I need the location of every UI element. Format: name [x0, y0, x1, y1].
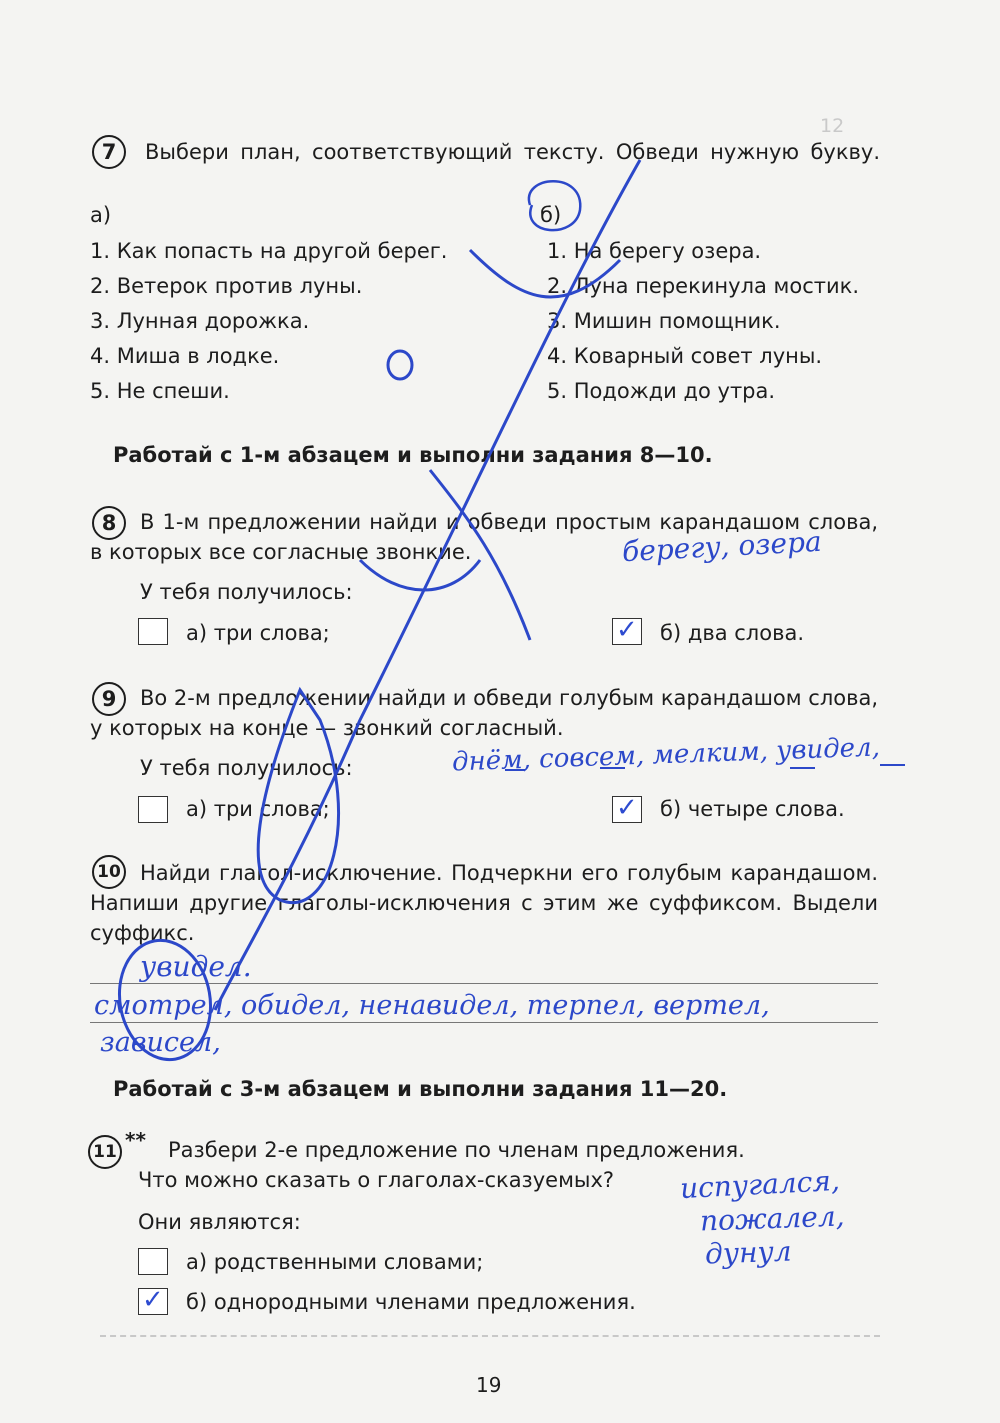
- teacher-stroke: [215, 160, 640, 1010]
- task11-handwritten-answer: дунул: [704, 1234, 793, 1271]
- handwriting-underline: [505, 765, 905, 770]
- plan-b-item: 3. Мишин помощник.: [547, 309, 781, 333]
- task8-handwritten-answer: берегу, озера: [621, 524, 823, 569]
- task11-prompt-line-1: Разбери 2-е предложение по членам предложения.: [168, 1138, 745, 1162]
- task-number-9: 9: [92, 682, 126, 716]
- task11-handwritten-answer: пожалел,: [699, 1199, 846, 1238]
- task-number-11: 11: [88, 1135, 122, 1169]
- task11-prompt-line-2: Что можно сказать о глаголах-сказуемых?: [138, 1168, 615, 1192]
- task9-handwritten-answer: днём, совсем, мелким, увидел,: [451, 732, 881, 778]
- task9-option-b-label: б) четыре слова.: [660, 797, 845, 821]
- task10-handwritten-line-3: зависел,: [100, 1027, 221, 1058]
- task11-option-b-label: б) однородными членами предложения.: [186, 1290, 636, 1314]
- task11-option-a-label: а) родственными словами;: [186, 1250, 484, 1274]
- task10-handwritten-line-1: увидел.: [140, 950, 252, 983]
- teacher-stroke: [470, 250, 620, 297]
- check-mark-icon: ✓: [616, 615, 638, 645]
- task8-option-a-label: а) три слова;: [186, 621, 330, 645]
- answer-circle: [529, 181, 580, 230]
- plan-a-item: 3. Лунная дорожка.: [90, 309, 310, 333]
- task11-handwritten-answer: испугался,: [679, 1163, 841, 1206]
- page-number: 19: [476, 1373, 502, 1397]
- task8-prompt: В 1-м предложении найди и обведи простым карандашом слова, в которых все согласные звонкие.: [90, 510, 878, 564]
- check-mark-icon: ✓: [616, 793, 638, 823]
- teacher-stroke: [360, 560, 480, 590]
- task7-prompt: Выбери план, соответствующий тексту. Обведи нужную букву.: [145, 140, 880, 164]
- task9-prompt: Во 2-м предложении найди и обведи голубым карандашом слова, у которых на конце — звонкий согласный.: [90, 686, 879, 740]
- show-through-text: 12: [820, 115, 845, 137]
- task11-lead: Они являются:: [138, 1210, 301, 1234]
- difficulty-stars: **: [125, 1128, 146, 1152]
- task-number-7: 7: [92, 135, 126, 169]
- check-mark-icon: ✓: [142, 1285, 164, 1315]
- plan-b-item: 4. Коварный совет луны.: [547, 344, 823, 368]
- plan-a-item: 4. Миша в лодке.: [90, 344, 280, 368]
- task-number-10: 10: [92, 855, 126, 889]
- task8-result-label: У тебя получилось:: [140, 580, 353, 604]
- task10-prompt: Найди глагол-исключение. Подчеркни его голубым карандашом. Напиши другие глаголы-исключения с этим же суффиксом. Выдели суффикс.: [90, 861, 878, 945]
- plan-b-item: 2. Луна перекинула мостик.: [547, 274, 860, 298]
- task10-handwritten-line-2: смотрел, обидел, ненавидел, терпел, вертел,: [94, 990, 770, 1021]
- task9-option-a-label: а) три слова;: [186, 797, 330, 821]
- task-number-8: 8: [92, 506, 126, 540]
- plan-b-item: 1. На берегу озера.: [547, 239, 762, 263]
- section-heading-paragraph-3: Работай с 3-м абзацем и выполни задания 11—20.: [113, 1077, 728, 1101]
- plan-a-item: 1. Как попасть на другой берег.: [90, 239, 448, 263]
- plan-a-item: 2. Ветерок против луны.: [90, 274, 363, 298]
- teacher-stroke: [430, 470, 530, 640]
- section-heading-paragraph-1: Работай с 1-м абзацем и выполни задания 8—10.: [113, 443, 713, 467]
- teacher-stroke: [388, 351, 412, 379]
- task8-option-b-label: б) два слова.: [660, 621, 804, 645]
- plan-a-letter: а): [90, 203, 112, 227]
- task9-result-label: У тебя получилось:: [140, 756, 353, 780]
- plan-a-item: 5. Не спеши.: [90, 379, 230, 403]
- plan-b-letter[interactable]: б): [540, 203, 562, 227]
- plan-b-item: 5. Подожди до утра.: [547, 379, 776, 403]
- teacher-stamp: [370, 380, 371, 381]
- answer-circle: [110, 933, 219, 1067]
